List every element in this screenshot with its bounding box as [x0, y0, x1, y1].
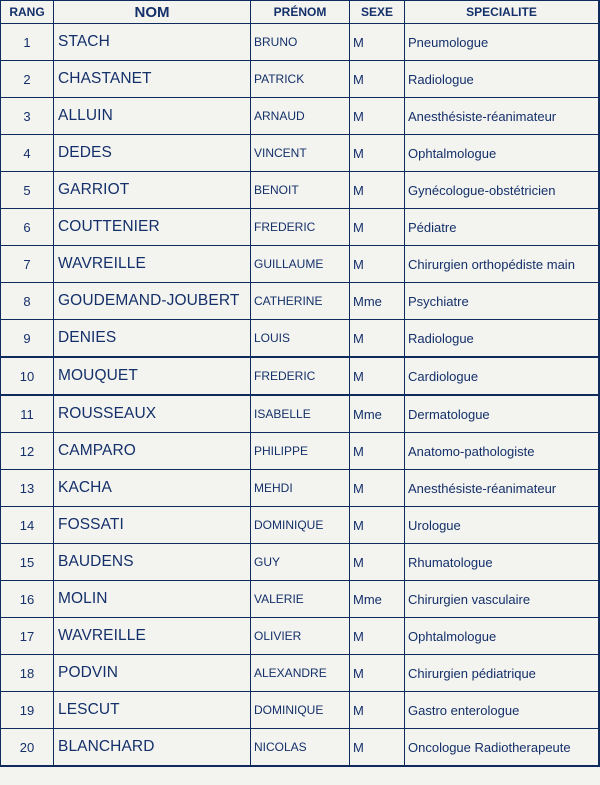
sexe-cell: M — [350, 61, 405, 98]
specialite-cell: Chirurgien orthopédiste main — [405, 246, 600, 283]
table-row — [1, 98, 600, 135]
table-row — [1, 655, 600, 692]
table-row — [1, 470, 600, 507]
prenom-cell: DOMINIQUE — [251, 692, 350, 729]
rang-cell: 5 — [1, 172, 54, 209]
nom-cell: WAVREILLE — [54, 246, 251, 283]
sexe-cell: Mme — [350, 283, 405, 320]
rang-cell: 18 — [1, 655, 54, 692]
rang-cell: 2 — [1, 61, 54, 98]
nom-cell: DENIES — [54, 320, 251, 358]
rang-cell: 19 — [1, 692, 54, 729]
nom-cell: FOSSATI — [54, 507, 251, 544]
table-row — [1, 61, 600, 98]
prenom-cell: LOUIS — [251, 320, 350, 358]
specialite-cell: Rhumatologue — [405, 544, 600, 581]
table-row — [1, 172, 600, 209]
sexe-cell: M — [350, 655, 405, 692]
header-row — [1, 1, 600, 24]
specialite-cell: Psychiatre — [405, 283, 600, 320]
nom-cell: WAVREILLE — [54, 618, 251, 655]
prenom-cell: ISABELLE — [251, 395, 350, 433]
table-row — [1, 692, 600, 729]
rang-cell: 1 — [1, 24, 54, 61]
table-row — [1, 246, 600, 283]
prenom-cell: ARNAUD — [251, 98, 350, 135]
header-prenom: PRÉNOM — [251, 1, 350, 24]
sexe-cell: M — [350, 24, 405, 61]
table-row — [1, 357, 600, 395]
prenom-cell: OLIVIER — [251, 618, 350, 655]
specialite-cell: Radiologue — [405, 320, 600, 358]
sexe-cell: M — [350, 692, 405, 729]
sexe-cell: Mme — [350, 581, 405, 618]
table-row — [1, 283, 600, 320]
rang-cell: 9 — [1, 320, 54, 358]
rang-cell: 8 — [1, 283, 54, 320]
prenom-cell: FREDERIC — [251, 209, 350, 246]
sexe-cell: M — [350, 618, 405, 655]
nom-cell: ROUSSEAUX — [54, 395, 251, 433]
header-sexe: SEXE — [350, 1, 405, 24]
rang-cell: 20 — [1, 729, 54, 767]
nom-cell: CAMPARO — [54, 433, 251, 470]
prenom-cell: PHILIPPE — [251, 433, 350, 470]
specialite-cell: Chirurgien pédiatrique — [405, 655, 600, 692]
prenom-cell: BRUNO — [251, 24, 350, 61]
nom-cell: BAUDENS — [54, 544, 251, 581]
table-row — [1, 135, 600, 172]
sexe-cell: M — [350, 507, 405, 544]
specialite-cell: Ophtalmologue — [405, 618, 600, 655]
sexe-cell: M — [350, 135, 405, 172]
prenom-cell: CATHERINE — [251, 283, 350, 320]
specialite-cell: Urologue — [405, 507, 600, 544]
prenom-cell: BENOIT — [251, 172, 350, 209]
nom-cell: MOLIN — [54, 581, 251, 618]
sexe-cell: M — [350, 357, 405, 395]
specialite-cell: Gastro enterologue — [405, 692, 600, 729]
table-row — [1, 581, 600, 618]
specialite-cell: Gynécologue-obstétricien — [405, 172, 600, 209]
rang-cell: 13 — [1, 470, 54, 507]
nom-cell: LESCUT — [54, 692, 251, 729]
nom-cell: STACH — [54, 24, 251, 61]
rang-cell: 7 — [1, 246, 54, 283]
header-rang: RANG — [1, 1, 54, 24]
specialite-cell: Pédiatre — [405, 209, 600, 246]
table-row — [1, 209, 600, 246]
specialite-cell: Dermatologue — [405, 395, 600, 433]
rang-cell: 3 — [1, 98, 54, 135]
header-nom: NOM — [54, 1, 251, 24]
sexe-cell: M — [350, 729, 405, 767]
table-row — [1, 618, 600, 655]
specialite-cell: Oncologue Radiotherapeute — [405, 729, 600, 767]
table-row — [1, 507, 600, 544]
specialite-cell: Anatomo-pathologiste — [405, 433, 600, 470]
rang-cell: 16 — [1, 581, 54, 618]
prenom-cell: FREDERIC — [251, 357, 350, 395]
prenom-cell: VALERIE — [251, 581, 350, 618]
prenom-cell: ALEXANDRE — [251, 655, 350, 692]
nom-cell: BLANCHARD — [54, 729, 251, 767]
sexe-cell: M — [350, 470, 405, 507]
specialite-cell: Anesthésiste-réanimateur — [405, 98, 600, 135]
sexe-cell: M — [350, 320, 405, 358]
nom-cell: CHASTANET — [54, 61, 251, 98]
rang-cell: 17 — [1, 618, 54, 655]
rang-cell: 6 — [1, 209, 54, 246]
sexe-cell: M — [350, 246, 405, 283]
sexe-cell: M — [350, 433, 405, 470]
prenom-cell: GUILLAUME — [251, 246, 350, 283]
table-row — [1, 395, 600, 433]
prenom-cell: DOMINIQUE — [251, 507, 350, 544]
nom-cell: ALLUIN — [54, 98, 251, 135]
nom-cell: MOUQUET — [54, 357, 251, 395]
specialite-cell: Ophtalmologue — [405, 135, 600, 172]
specialite-cell: Pneumologue — [405, 24, 600, 61]
rang-cell: 12 — [1, 433, 54, 470]
nom-cell: DEDES — [54, 135, 251, 172]
sexe-cell: Mme — [350, 395, 405, 433]
sexe-cell: M — [350, 544, 405, 581]
specialite-cell: Cardiologue — [405, 357, 600, 395]
nom-cell: PODVIN — [54, 655, 251, 692]
specialite-cell: Radiologue — [405, 61, 600, 98]
rang-cell: 11 — [1, 395, 54, 433]
rang-cell: 14 — [1, 507, 54, 544]
prenom-cell: PATRICK — [251, 61, 350, 98]
table-row — [1, 433, 600, 470]
specialite-cell: Anesthésiste-réanimateur — [405, 470, 600, 507]
prenom-cell: MEHDI — [251, 470, 350, 507]
nom-cell: GARRIOT — [54, 172, 251, 209]
rang-cell: 4 — [1, 135, 54, 172]
nom-cell: KACHA — [54, 470, 251, 507]
sexe-cell: M — [350, 172, 405, 209]
specialite-cell: Chirurgien vasculaire — [405, 581, 600, 618]
prenom-cell: GUY — [251, 544, 350, 581]
sexe-cell: M — [350, 209, 405, 246]
prenom-cell: VINCENT — [251, 135, 350, 172]
nom-cell: GOUDEMAND-JOUBERT — [54, 283, 251, 320]
table-row — [1, 729, 600, 767]
rang-cell: 10 — [1, 357, 54, 395]
rang-cell: 15 — [1, 544, 54, 581]
table-row — [1, 544, 600, 581]
nom-cell: COUTTENIER — [54, 209, 251, 246]
table-row — [1, 320, 600, 358]
prenom-cell: NICOLAS — [251, 729, 350, 767]
table-row — [1, 24, 600, 61]
header-specialite: SPECIALITE — [405, 1, 600, 24]
sexe-cell: M — [350, 98, 405, 135]
